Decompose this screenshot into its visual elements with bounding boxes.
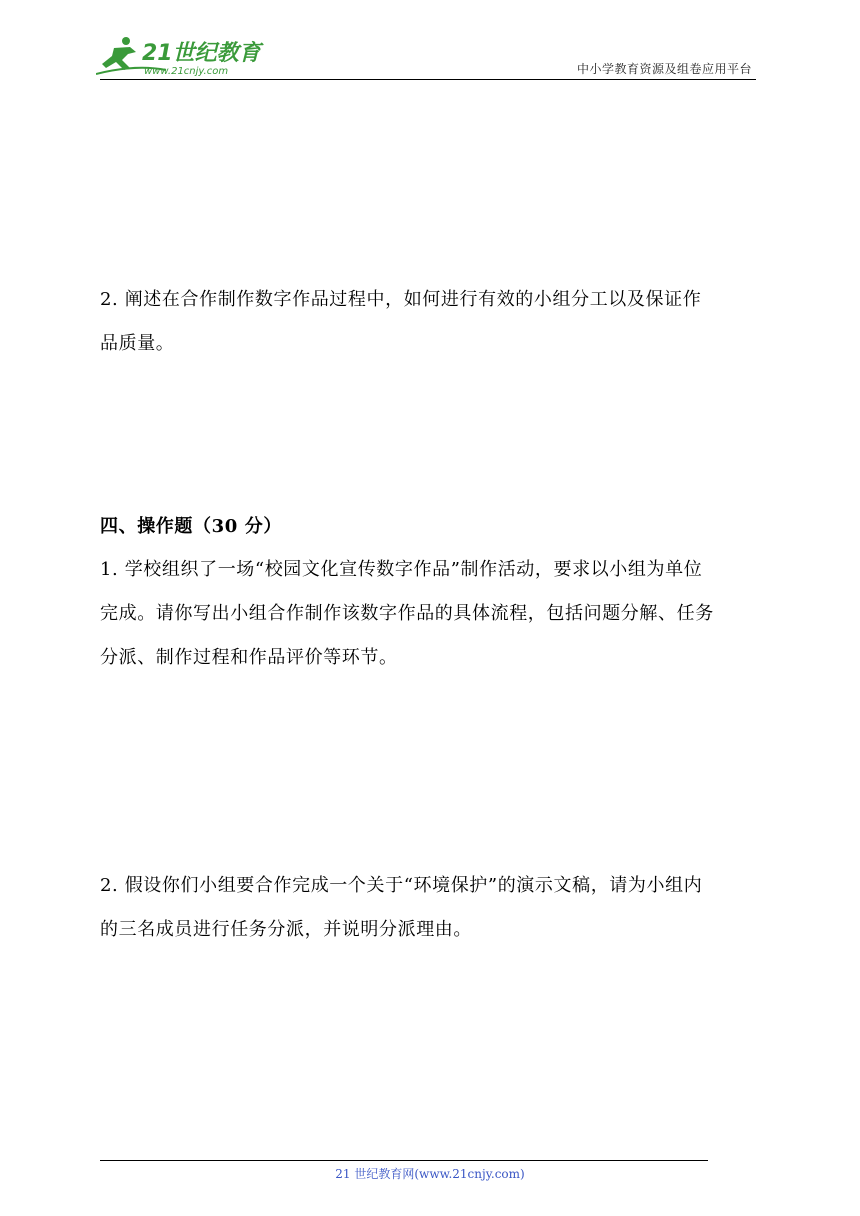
page-header: [96, 30, 756, 82]
operation-question-1-line-3: 分派、制作过程和作品评价等环节。: [100, 647, 398, 668]
footer-text: 21 世纪教育网(www.21cnjy.com): [335, 1167, 525, 1181]
operation-question-2-line-2: 的三名成员进行任务分派，并说明分派理由。: [100, 919, 472, 940]
operation-question-2: [100, 864, 764, 952]
operation-question-2-line-1: 2. 假设你们小组要合作完成一个关于“环境保护”的演示文稿，请为小组内: [100, 875, 703, 896]
platform-tagline: 中小学教育资源及组卷应用平台: [576, 62, 752, 76]
svg-text:21世纪教育: 21世纪教育: [142, 41, 261, 66]
section-4-title: 四、操作题（30 分）: [100, 516, 282, 537]
footer-divider: [100, 1160, 708, 1161]
operation-question-1-line-1: 1. 学校组织了一场“校园文化宣传数字作品”制作活动，要求以小组为单位: [100, 559, 703, 580]
question-2-text: [100, 278, 764, 366]
question-2-line-1: 2. 阐述在合作制作数字作品过程中，如何进行有效的小组分工以及保证作: [100, 289, 702, 310]
question-2-line-2: 品质量。: [100, 333, 175, 354]
operation-question-1: [100, 548, 764, 680]
svg-text:www.21cnjy.com: www.21cnjy.com: [144, 66, 229, 77]
site-logo: [96, 34, 266, 78]
operation-question-1-line-2: 完成。请你写出小组合作制作该数字作品的具体流程，包括问题分解、任务: [100, 603, 714, 624]
header-divider: [100, 79, 756, 80]
